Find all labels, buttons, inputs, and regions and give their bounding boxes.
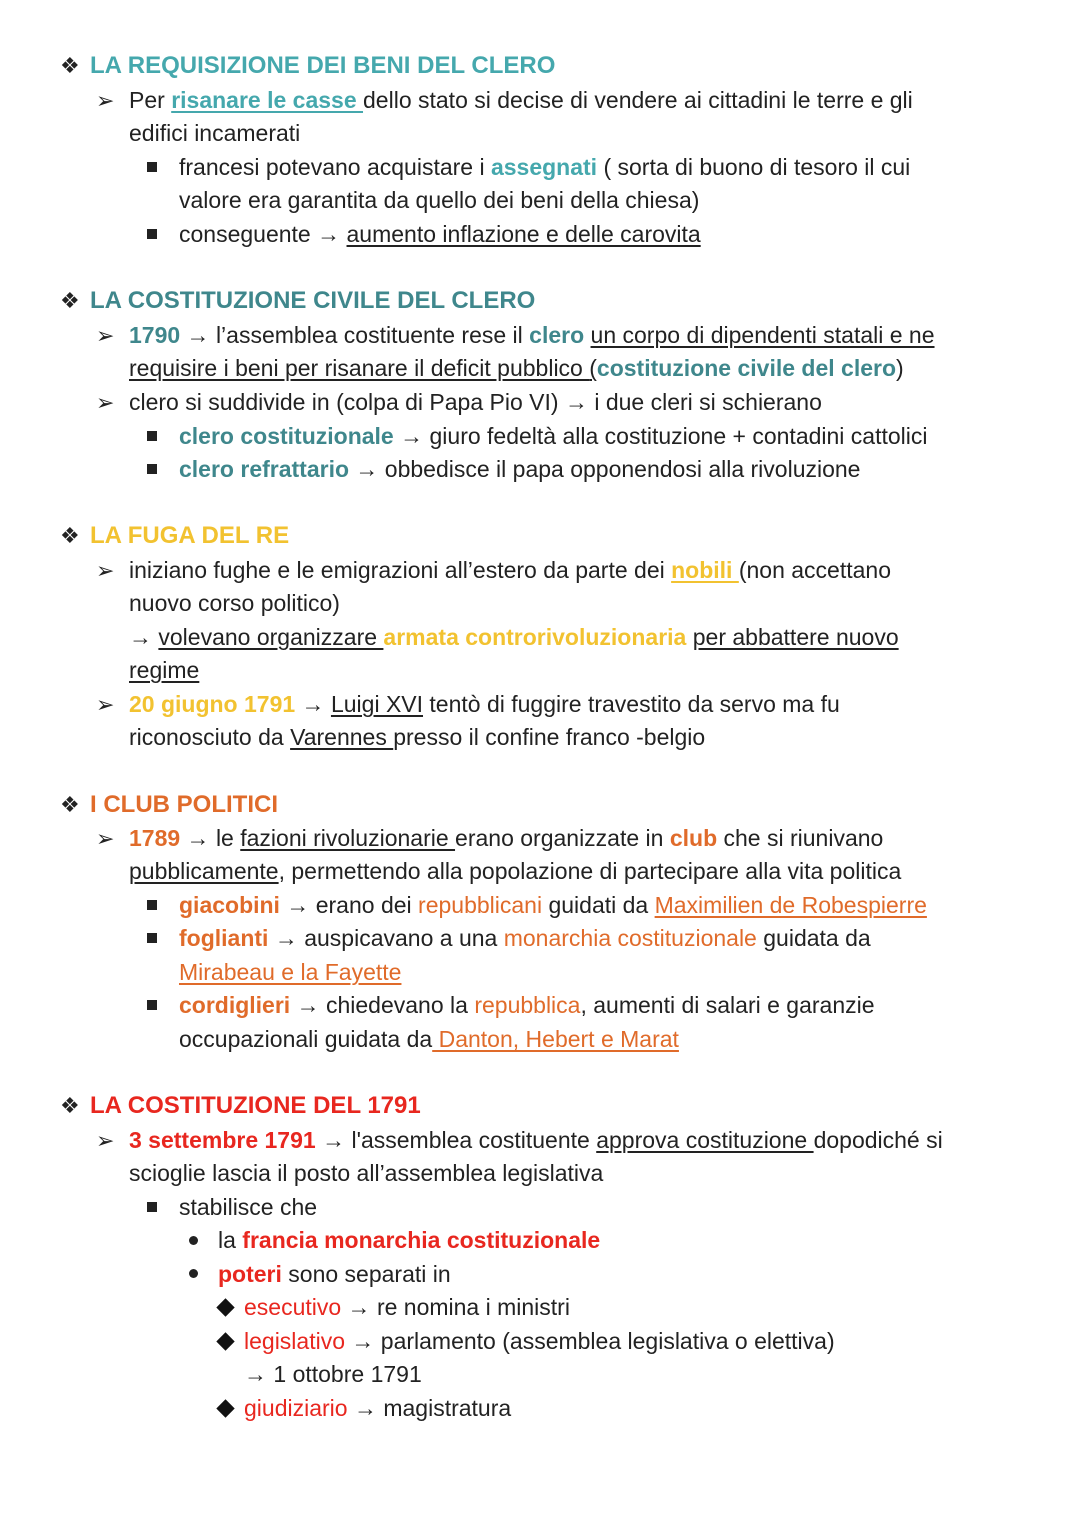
diamond-bullet-icon: ❖ xyxy=(60,1093,80,1118)
list-item: stabilisce che xyxy=(179,1194,318,1220)
section-title: I CLUB POLITICI xyxy=(90,791,278,818)
section-title: LA REQUISIZIONE DEI BENI DEL CLERO xyxy=(90,52,556,79)
diamond-solid-bullet-icon xyxy=(216,1332,234,1350)
section-title: LA FUGA DEL RE xyxy=(90,522,290,549)
square-bullet-icon xyxy=(147,162,157,172)
square-bullet-icon xyxy=(147,1202,157,1212)
paragraph: clero si suddivide in (colpa di Papa Pio VI) → i due cleri si schierano xyxy=(129,389,822,415)
square-bullet-icon xyxy=(147,229,157,239)
list-item: legislativo → parlamento (assemblea legislativa o elettiva) xyxy=(244,1328,835,1354)
paragraph: Per risanare le casse dello stato si decise di vendere ai cittadini le terre e gli xyxy=(129,87,913,113)
paragraph: edifici incamerati xyxy=(129,120,301,146)
list-item: → 1 ottobre 1791 xyxy=(244,1361,422,1387)
list-item: cordiglieri → chiedevano la repubblica, aumenti di salari e garanzie xyxy=(179,992,875,1018)
diamond-bullet-icon: ❖ xyxy=(60,288,80,313)
list-item: conseguente → aumento inflazione e delle carovita xyxy=(179,221,701,247)
paragraph: scioglie lascia il posto all’assemblea legislativa xyxy=(129,1160,604,1186)
list-item: francesi potevano acquistare i assegnati ( sorta di buono di tesoro il cui xyxy=(179,154,911,180)
arrow-bullet-icon: ➢ xyxy=(96,390,115,415)
square-bullet-icon xyxy=(147,900,157,910)
paragraph: 1790 → l’assemblea costituente rese il clero un corpo di dipendenti statali e ne xyxy=(129,322,935,348)
list-item: giudiziario → magistratura xyxy=(244,1395,512,1421)
list-item: clero costituzionale → giuro fedeltà alla costituzione + contadini cattolici xyxy=(179,423,928,449)
list-item: valore era garantita da quello dei beni della chiesa) xyxy=(179,187,700,213)
diamond-bullet-icon: ❖ xyxy=(60,523,80,548)
section-title: LA COSTITUZIONE CIVILE DEL CLERO xyxy=(90,287,536,314)
paragraph: 3 settembre 1791 → l'assemblea costituente approva costituzione dopodiché si xyxy=(129,1127,943,1153)
paragraph: iniziano fughe e le emigrazioni all’estero da parte dei nobili (non accettano xyxy=(129,557,891,583)
list-item: foglianti → auspicavano a una monarchia costituzionale guidata da xyxy=(179,925,871,951)
diamond-solid-bullet-icon xyxy=(216,1298,234,1316)
square-bullet-icon xyxy=(147,1000,157,1010)
list-item: esecutivo → re nomina i ministri xyxy=(244,1294,570,1320)
paragraph: pubblicamente, permettendo alla popolazione di partecipare alla vita politica xyxy=(129,858,902,884)
diamond-solid-bullet-icon xyxy=(216,1399,234,1417)
arrow-bullet-icon: ➢ xyxy=(96,323,115,348)
arrow-bullet-icon: ➢ xyxy=(96,826,115,851)
dot-bullet-icon xyxy=(189,1269,198,1278)
paragraph: 20 giugno 1791 → Luigi XVI tentò di fuggire travestito da servo ma fu xyxy=(129,691,840,717)
list-item: poteri sono separati in xyxy=(218,1261,451,1287)
diamond-bullet-icon: ❖ xyxy=(60,53,80,78)
paragraph: → volevano organizzare armata controrivoluzionaria per abbattere nuovo xyxy=(129,624,899,650)
paragraph: regime xyxy=(129,657,200,683)
paragraph: riconosciuto da Varennes presso il confine franco -belgio xyxy=(129,724,706,750)
list-item: giacobini → erano dei repubblicani guidati da Maximilien de Robespierre xyxy=(179,892,927,918)
diamond-bullet-icon: ❖ xyxy=(60,792,80,817)
list-item: Mirabeau e la Fayette xyxy=(179,959,402,985)
list-item: occupazionali guidata da Danton, Hebert e Marat xyxy=(179,1026,679,1052)
arrow-bullet-icon: ➢ xyxy=(96,558,115,583)
square-bullet-icon xyxy=(147,431,157,441)
paragraph: requisire i beni per risanare il deficit pubblico (costituzione civile del clero) xyxy=(129,355,904,381)
square-bullet-icon xyxy=(147,933,157,943)
arrow-bullet-icon: ➢ xyxy=(96,88,115,113)
paragraph: 1789 → le fazioni rivoluzionarie erano organizzate in club che si riunivano xyxy=(129,825,884,851)
list-item: clero refrattario → obbedisce il papa opponendosi alla rivoluzione xyxy=(179,456,861,482)
square-bullet-icon xyxy=(147,464,157,474)
dot-bullet-icon xyxy=(189,1236,198,1245)
section-title: LA COSTITUZIONE DEL 1791 xyxy=(90,1092,421,1119)
arrow-bullet-icon: ➢ xyxy=(96,1128,115,1153)
list-item: la francia monarchia costituzionale xyxy=(218,1227,601,1253)
arrow-bullet-icon: ➢ xyxy=(96,692,115,717)
paragraph: nuovo corso politico) xyxy=(129,590,340,616)
